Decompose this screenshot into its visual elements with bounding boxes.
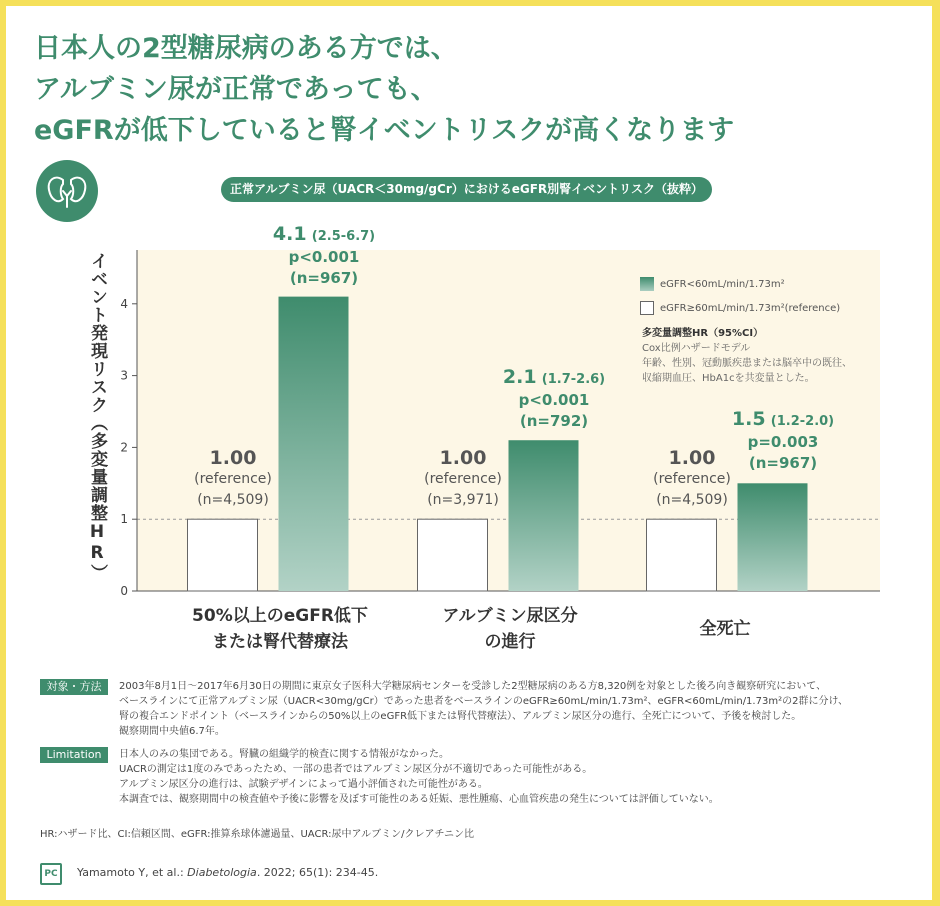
category-line: 全死亡 <box>699 619 751 639</box>
title-line-1: 日本人の2型糖尿病のある方では、 <box>34 33 458 64</box>
limitation-line: 本調査では、観察期間中の検査値や予後に影響を及ぼす可能性のある妊娠、悪性腫瘍、心血管疾患の発生については評価していない。 <box>119 794 719 805</box>
hr-value: 1.00 <box>668 447 716 469</box>
bar-reference <box>647 519 717 591</box>
note-line: 収縮期血圧、HbA1cを共変量とした。 <box>642 373 815 384</box>
y-axis-label: イベント発現リスク（多変量調整HR） <box>87 252 107 582</box>
n-count: (n=967) <box>289 269 359 287</box>
n-count: (n=4,509) <box>656 492 728 508</box>
y-tick-label: 2 <box>120 440 128 455</box>
citation-journal: Diabetologia <box>187 866 257 879</box>
category-label-3 <box>650 616 800 642</box>
methods-line: 腎の複合エンドポイント（ベースラインからの50%以上のeGFR低下または腎代替療法）、アルブミン尿区分の進行、全死亡について、予後を検討した。 <box>119 711 802 722</box>
ci-value: (1.2-2.0) <box>770 414 835 429</box>
hr-value: 1.5 <box>731 408 766 430</box>
citation-authors: Yamamoto Y, et al.: <box>77 866 188 879</box>
bar-reference <box>418 519 488 591</box>
limitation-text <box>119 747 719 807</box>
bar-low-egfr <box>738 483 808 591</box>
chart-legend <box>640 274 840 322</box>
reference-text: (reference) <box>653 471 731 487</box>
citation <box>77 866 378 879</box>
y-tick-label: 1 <box>120 512 128 527</box>
hr-label-1 <box>254 224 394 289</box>
legend-swatch-empty <box>640 301 654 315</box>
reference-text: (reference) <box>424 471 502 487</box>
methods-line: 観察期間中央値6.7年。 <box>119 726 225 737</box>
methods-tag: 対象・方法 <box>40 679 108 695</box>
p-value: p<0.001 <box>518 391 590 409</box>
p-value: p<0.001 <box>288 248 360 266</box>
n-count: (n=4,509) <box>197 492 269 508</box>
n-count: (n=967) <box>748 454 818 472</box>
category-label-1 <box>160 603 400 655</box>
methods-line: ベースラインにて正常アルブミン尿（UACR<30mg/gCr）であった患者をベースラインのeGFR≥60mL/min/1.73m²、eGFR<60mL/min/1.73m²の2群に分け、 <box>119 696 849 707</box>
limitation-line: 日本人のみの集団である。腎臓の組織学的検査に関する情報がなかった。 <box>119 749 449 760</box>
y-tick-label: 4 <box>120 296 128 311</box>
note-title: 多変量調整HR（95%CI） <box>642 328 764 339</box>
methods-line: 2003年8月1日～2017年6月30日の期間に東京女子医科大学糖尿病センターを受診した2型糖尿病のある方8,320例を対象とした後ろ向き観察研究において、 <box>119 681 827 692</box>
ci-value: (2.5-6.7) <box>311 229 376 244</box>
hr-value: 2.1 <box>502 366 537 388</box>
bar-reference <box>188 519 258 591</box>
category-line: の進行 <box>484 632 536 652</box>
y-tick-label: 3 <box>120 368 128 383</box>
abbreviations: HR:ハザード比、CI:信頼区間、eGFR:推算糸球体濾過量、UACR:尿中アルブミン/クレアチニン比 <box>40 829 475 840</box>
ref-label-2 <box>413 448 513 511</box>
limitation-line: アルブミン尿区分の進行は、試験デザインによって過小評価された可能性がある。 <box>119 779 488 790</box>
methods-text <box>119 679 848 739</box>
y-tick-label: 0 <box>120 584 128 598</box>
bar-low-egfr <box>509 440 579 591</box>
p-value: p=0.003 <box>747 433 819 451</box>
hr-label-3 <box>713 409 853 474</box>
hr-value: 1.00 <box>209 447 257 469</box>
category-label-2 <box>400 603 620 655</box>
legend-label-low-egfr: eGFR<60mL/min/1.73m² <box>660 278 785 290</box>
category-line: アルブミン尿区分 <box>442 606 578 626</box>
reference-text: (reference) <box>194 471 272 487</box>
model-note <box>642 326 852 386</box>
hr-value: 4.1 <box>272 223 307 245</box>
title-line-2: アルブミン尿が正常であっても、 <box>34 74 438 105</box>
title-line-3: eGFRが低下していると腎イベントリスクが高くなります <box>34 115 735 146</box>
category-line: または腎代替療法 <box>212 632 348 652</box>
legend-item-low-egfr <box>640 274 840 294</box>
legend-label-reference: eGFR≥60mL/min/1.73m²(reference) <box>660 302 841 314</box>
pc-logo: PC <box>40 863 62 885</box>
ci-value: (1.7-2.6) <box>541 372 606 387</box>
legend-swatch-filled <box>640 277 654 291</box>
n-count: (n=792) <box>519 412 589 430</box>
bar-low-egfr <box>279 297 349 591</box>
n-count: (n=3,971) <box>427 492 499 508</box>
note-line: 年齢、性別、冠動脈疾患または脳卒中の既往、 <box>642 358 852 369</box>
note-line: Cox比例ハザードモデル <box>642 343 751 354</box>
limitation-tag: Limitation <box>40 747 108 763</box>
chart-title: 正常アルブミン尿（UACR＜30mg/gCr）におけるeGFR別腎イベントリスク（抜粋） <box>221 177 712 202</box>
limitation-line: UACRの測定は1度のみであったため、一部の患者ではアルブミン尿区分が不適切であった可能性がある。 <box>119 764 593 775</box>
category-line: 50%以上のeGFR低下 <box>192 606 368 626</box>
hr-label-2 <box>484 367 624 432</box>
legend-item-reference <box>640 298 840 318</box>
ref-label-1 <box>183 448 283 511</box>
citation-rest: . 2022; 65(1): 234-45. <box>256 866 379 879</box>
hr-value: 1.00 <box>439 447 487 469</box>
